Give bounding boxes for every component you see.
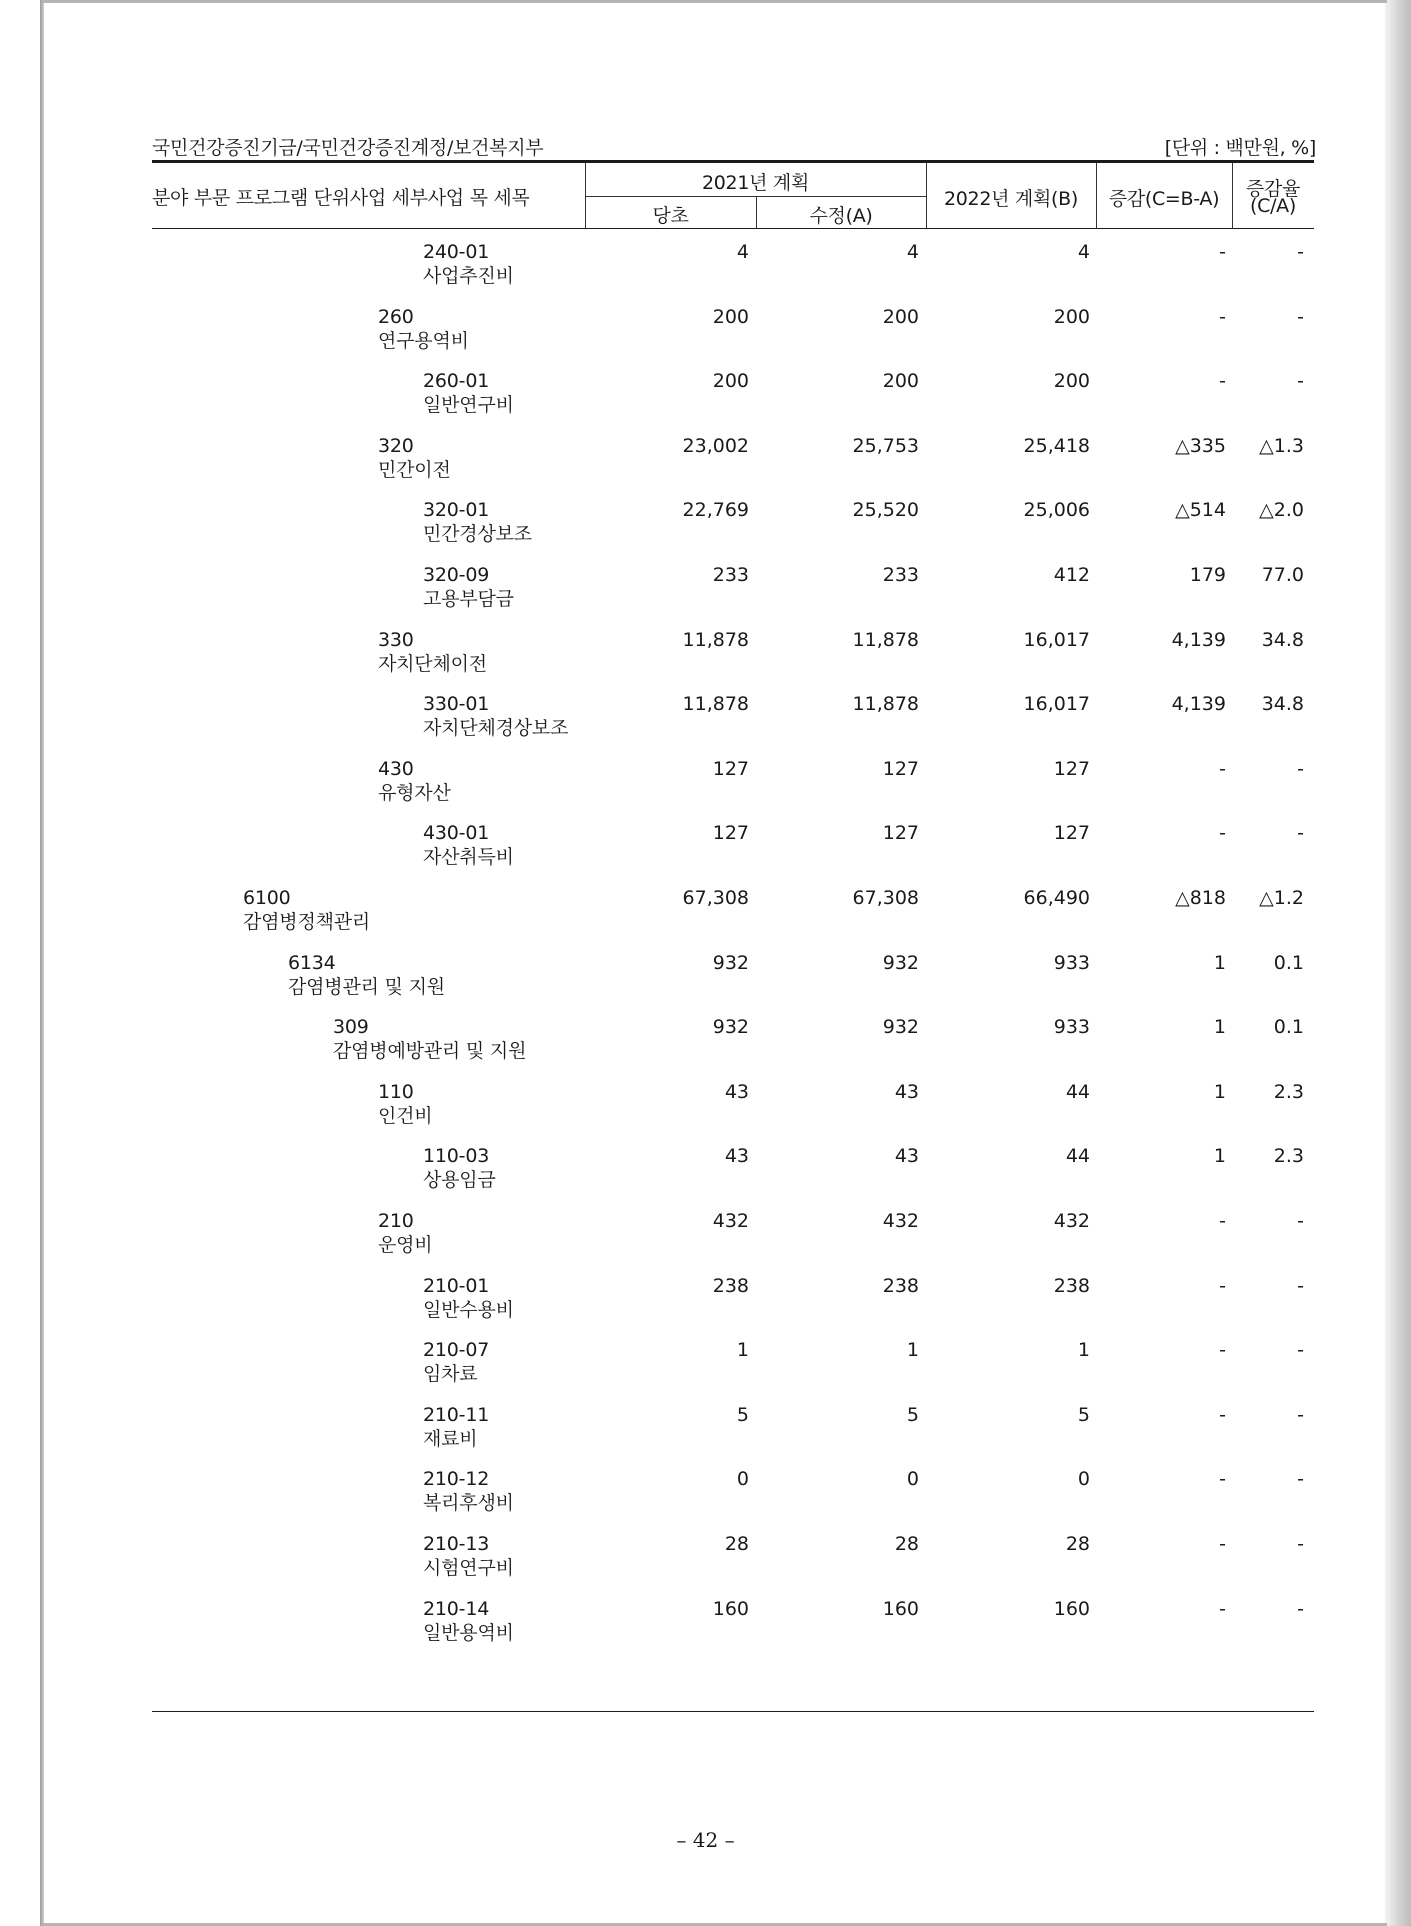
plan-2022-value: 25,006 [1023,499,1090,522]
page-edge-top [42,0,1387,3]
change-value: - [1219,241,1226,263]
item-name: 복리후생비 [423,1492,514,1515]
original-value: 43 [724,1080,749,1103]
original-value: 43 [724,1145,749,1168]
change-value: - [1219,1339,1226,1362]
revised-value: 1 [906,1339,919,1362]
unit-label: [단위 : 백만원, %] [1164,137,1316,159]
item-name: 감염병정책관리 [243,911,371,933]
table-row [0,1339,1411,1403]
plan-2022-value: 66,490 [1023,887,1090,909]
original-value: 5 [736,1403,749,1426]
plan-2022-value: 44 [1065,1080,1090,1103]
plan-2022-value: 0 [1077,1468,1090,1491]
table-row [0,564,1411,628]
revised-value: 200 [882,305,919,328]
item-code: 330 [378,628,414,651]
plan-2022-value: 160 [1053,1597,1090,1620]
plan-2022-value: 28 [1065,1533,1090,1555]
revised-value: 4 [906,241,919,263]
rate-value: - [1297,1597,1304,1620]
plan-2022-value: 16,017 [1023,628,1090,651]
item-name: 자산취득비 [423,846,514,869]
original-value: 1 [736,1339,749,1362]
original-value: 432 [712,1210,749,1232]
table-row [0,306,1411,370]
rate-value: - [1297,370,1304,393]
rate-value: - [1297,305,1304,328]
original-value: 932 [712,1016,749,1039]
item-code: 320-01 [423,499,490,522]
table-row [0,952,1411,1016]
change-value: 1 [1213,1016,1226,1039]
change-column-header: 증감(C=B-A) [1108,188,1220,210]
hierarchy-column-header: 분야 부문 프로그램 단위사업 세부사업 목 세목 [152,187,530,209]
item-name: 감염병예방관리 및 지원 [333,1040,527,1063]
table-row [0,1598,1411,1662]
plan-2022-value: 933 [1053,1016,1090,1039]
revised-value: 67,308 [852,887,919,909]
change-value: 1 [1213,1145,1226,1168]
item-code: 260-01 [423,370,490,393]
item-name: 고용부담금 [423,588,514,610]
original-value: 200 [712,370,749,393]
rate-value: - [1297,241,1304,263]
table-row [0,758,1411,822]
change-value: △818 [1175,887,1226,909]
table-row [0,1016,1411,1080]
rate-column-header-line1: 증감율 [1245,178,1301,200]
revised-value: 43 [894,1145,919,1168]
original-value: 23,002 [682,434,749,457]
item-name: 민간이전 [378,458,451,481]
revised-value: 43 [894,1080,919,1103]
item-name: 상용임금 [423,1169,496,1192]
change-value: - [1219,757,1226,780]
plan-2022-value: 44 [1065,1145,1090,1168]
change-value: △514 [1175,499,1226,522]
item-name: 자치단체이전 [378,652,487,675]
table-row [0,1081,1411,1145]
change-value: - [1219,1403,1226,1426]
change-value: - [1219,1597,1226,1620]
rate-value: - [1297,1468,1304,1491]
table-row [0,241,1411,305]
plan-2022-value: 25,418 [1023,434,1090,457]
table-row [0,435,1411,499]
original-value: 28 [724,1533,749,1555]
original-value: 127 [712,757,749,780]
table-row [0,1468,1411,1532]
plan-2022-value: 200 [1053,370,1090,393]
plan-2022-value: 933 [1053,951,1090,974]
change-value: 179 [1189,564,1226,586]
header-subrule [585,196,926,197]
plan-2022-value: 1 [1077,1339,1090,1362]
original-value: 11,878 [682,693,749,716]
table-row [0,370,1411,434]
item-name: 일반용역비 [423,1621,514,1644]
rate-value: 0.1 [1273,951,1304,974]
item-code: 210 [378,1210,414,1232]
change-value: 4,139 [1171,628,1226,651]
rate-value: 34.8 [1261,693,1304,716]
item-name: 재료비 [423,1427,478,1450]
item-name: 민간경상보조 [423,523,532,546]
revised-value: 160 [882,1597,919,1620]
revised-value: 11,878 [852,628,919,651]
item-code: 210-13 [423,1533,490,1555]
rate-value: - [1297,1533,1304,1555]
rate-value: 2.3 [1273,1080,1304,1103]
item-code: 240-01 [423,241,490,263]
table-row [0,1275,1411,1339]
item-name: 임차료 [423,1363,478,1386]
plan-2022-value: 412 [1053,564,1090,586]
rate-value: - [1297,1274,1304,1297]
change-value: △335 [1175,434,1226,457]
item-code: 330-01 [423,693,490,716]
rate-value: - [1297,1210,1304,1232]
plan-2022-value: 16,017 [1023,693,1090,716]
item-code: 110-03 [423,1145,490,1168]
plan-2022-value: 4 [1077,241,1090,263]
plan-2022-value: 5 [1077,1403,1090,1426]
original-value: 160 [712,1597,749,1620]
table-row [0,629,1411,693]
original-column-header: 당초 [652,205,689,227]
plan-2022-value: 238 [1053,1274,1090,1297]
original-value: 200 [712,305,749,328]
rate-value: 77.0 [1261,564,1304,586]
item-code: 320-09 [423,564,490,586]
original-value: 127 [712,822,749,845]
revised-value: 25,753 [852,434,919,457]
rate-value: 2.3 [1273,1145,1304,1168]
revised-value: 28 [894,1533,919,1555]
table-row [0,693,1411,757]
revised-value: 0 [906,1468,919,1491]
item-name: 시험연구비 [423,1557,514,1579]
original-value: 932 [712,951,749,974]
change-value: - [1219,822,1226,845]
revised-value: 5 [906,1403,919,1426]
table-row [0,887,1411,951]
revised-value: 233 [882,564,919,586]
rate-value: △2.0 [1259,499,1304,522]
item-code: 210-07 [423,1339,490,1362]
original-value: 67,308 [682,887,749,909]
change-value: - [1219,1468,1226,1491]
rate-value: - [1297,822,1304,845]
change-value: - [1219,1210,1226,1232]
plan-2022-value: 127 [1053,822,1090,845]
plan-2022-value: 127 [1053,757,1090,780]
item-name: 인건비 [378,1104,433,1127]
revised-value: 932 [882,1016,919,1039]
plan-2022-value: 200 [1053,305,1090,328]
rate-value: △1.3 [1259,434,1304,457]
revised-value: 238 [882,1274,919,1297]
item-code: 210-12 [423,1468,490,1491]
item-code: 210-01 [423,1274,490,1297]
item-name: 일반연구비 [423,394,514,417]
revised-value: 127 [882,822,919,845]
table-bottom-rule [152,1711,1314,1712]
rate-value: 0.1 [1273,1016,1304,1039]
fund-account-title: 국민건강증진기금/국민건강증진계정/보건복지부 [152,137,544,159]
item-name: 일반수용비 [423,1298,514,1321]
item-name: 감염병관리 및 지원 [288,975,445,998]
item-name: 운영비 [378,1234,433,1256]
rate-value: - [1297,1403,1304,1426]
item-name: 사업추진비 [423,265,514,287]
change-value: - [1219,370,1226,393]
change-value: - [1219,1274,1226,1297]
revised-value: 25,520 [852,499,919,522]
table-row [0,822,1411,886]
plan-2022-header: 2022년 계획(B) [943,188,1078,210]
change-value: 1 [1213,951,1226,974]
item-code: 260 [378,305,414,328]
change-value: 1 [1213,1080,1226,1103]
rate-value: - [1297,1339,1304,1362]
revised-value: 200 [882,370,919,393]
item-code: 430 [378,757,414,780]
rate-value: 34.8 [1261,628,1304,651]
table-row [0,1210,1411,1274]
item-code: 6100 [243,887,291,909]
rate-column-header-line2: (C/A) [1250,195,1296,217]
change-value: - [1219,1533,1226,1555]
revised-value: 432 [882,1210,919,1232]
original-value: 4 [736,241,749,263]
original-value: 238 [712,1274,749,1297]
change-value: - [1219,305,1226,328]
plan-2022-value: 432 [1053,1210,1090,1232]
item-code: 430-01 [423,822,490,845]
original-value: 11,878 [682,628,749,651]
revised-value: 932 [882,951,919,974]
table-top-rule [152,160,1314,163]
original-value: 0 [736,1468,749,1491]
change-value: 4,139 [1171,693,1226,716]
item-code: 6134 [288,951,336,974]
item-code: 110 [378,1080,414,1103]
revised-value: 11,878 [852,693,919,716]
item-name: 유형자산 [378,781,451,804]
rate-value: - [1297,757,1304,780]
revised-column-header: 수정(A) [809,205,873,227]
original-value: 233 [712,564,749,586]
table-row [0,1145,1411,1209]
item-code: 309 [333,1016,369,1039]
table-row [0,1404,1411,1468]
plan-2021-header: 2021년 계획 [701,172,810,194]
rate-value: △1.2 [1259,887,1304,909]
revised-value: 127 [882,757,919,780]
item-name: 연구용역비 [378,329,469,352]
item-code: 210-14 [423,1597,490,1620]
table-row [0,1533,1411,1597]
table-row [0,499,1411,563]
item-code: 210-11 [423,1403,490,1426]
item-code: 320 [378,434,414,457]
original-value: 22,769 [682,499,749,522]
table-header-bottom-rule [152,228,1314,229]
item-name: 자치단체경상보조 [423,717,569,740]
page-number: – 42 – [676,1828,735,1852]
